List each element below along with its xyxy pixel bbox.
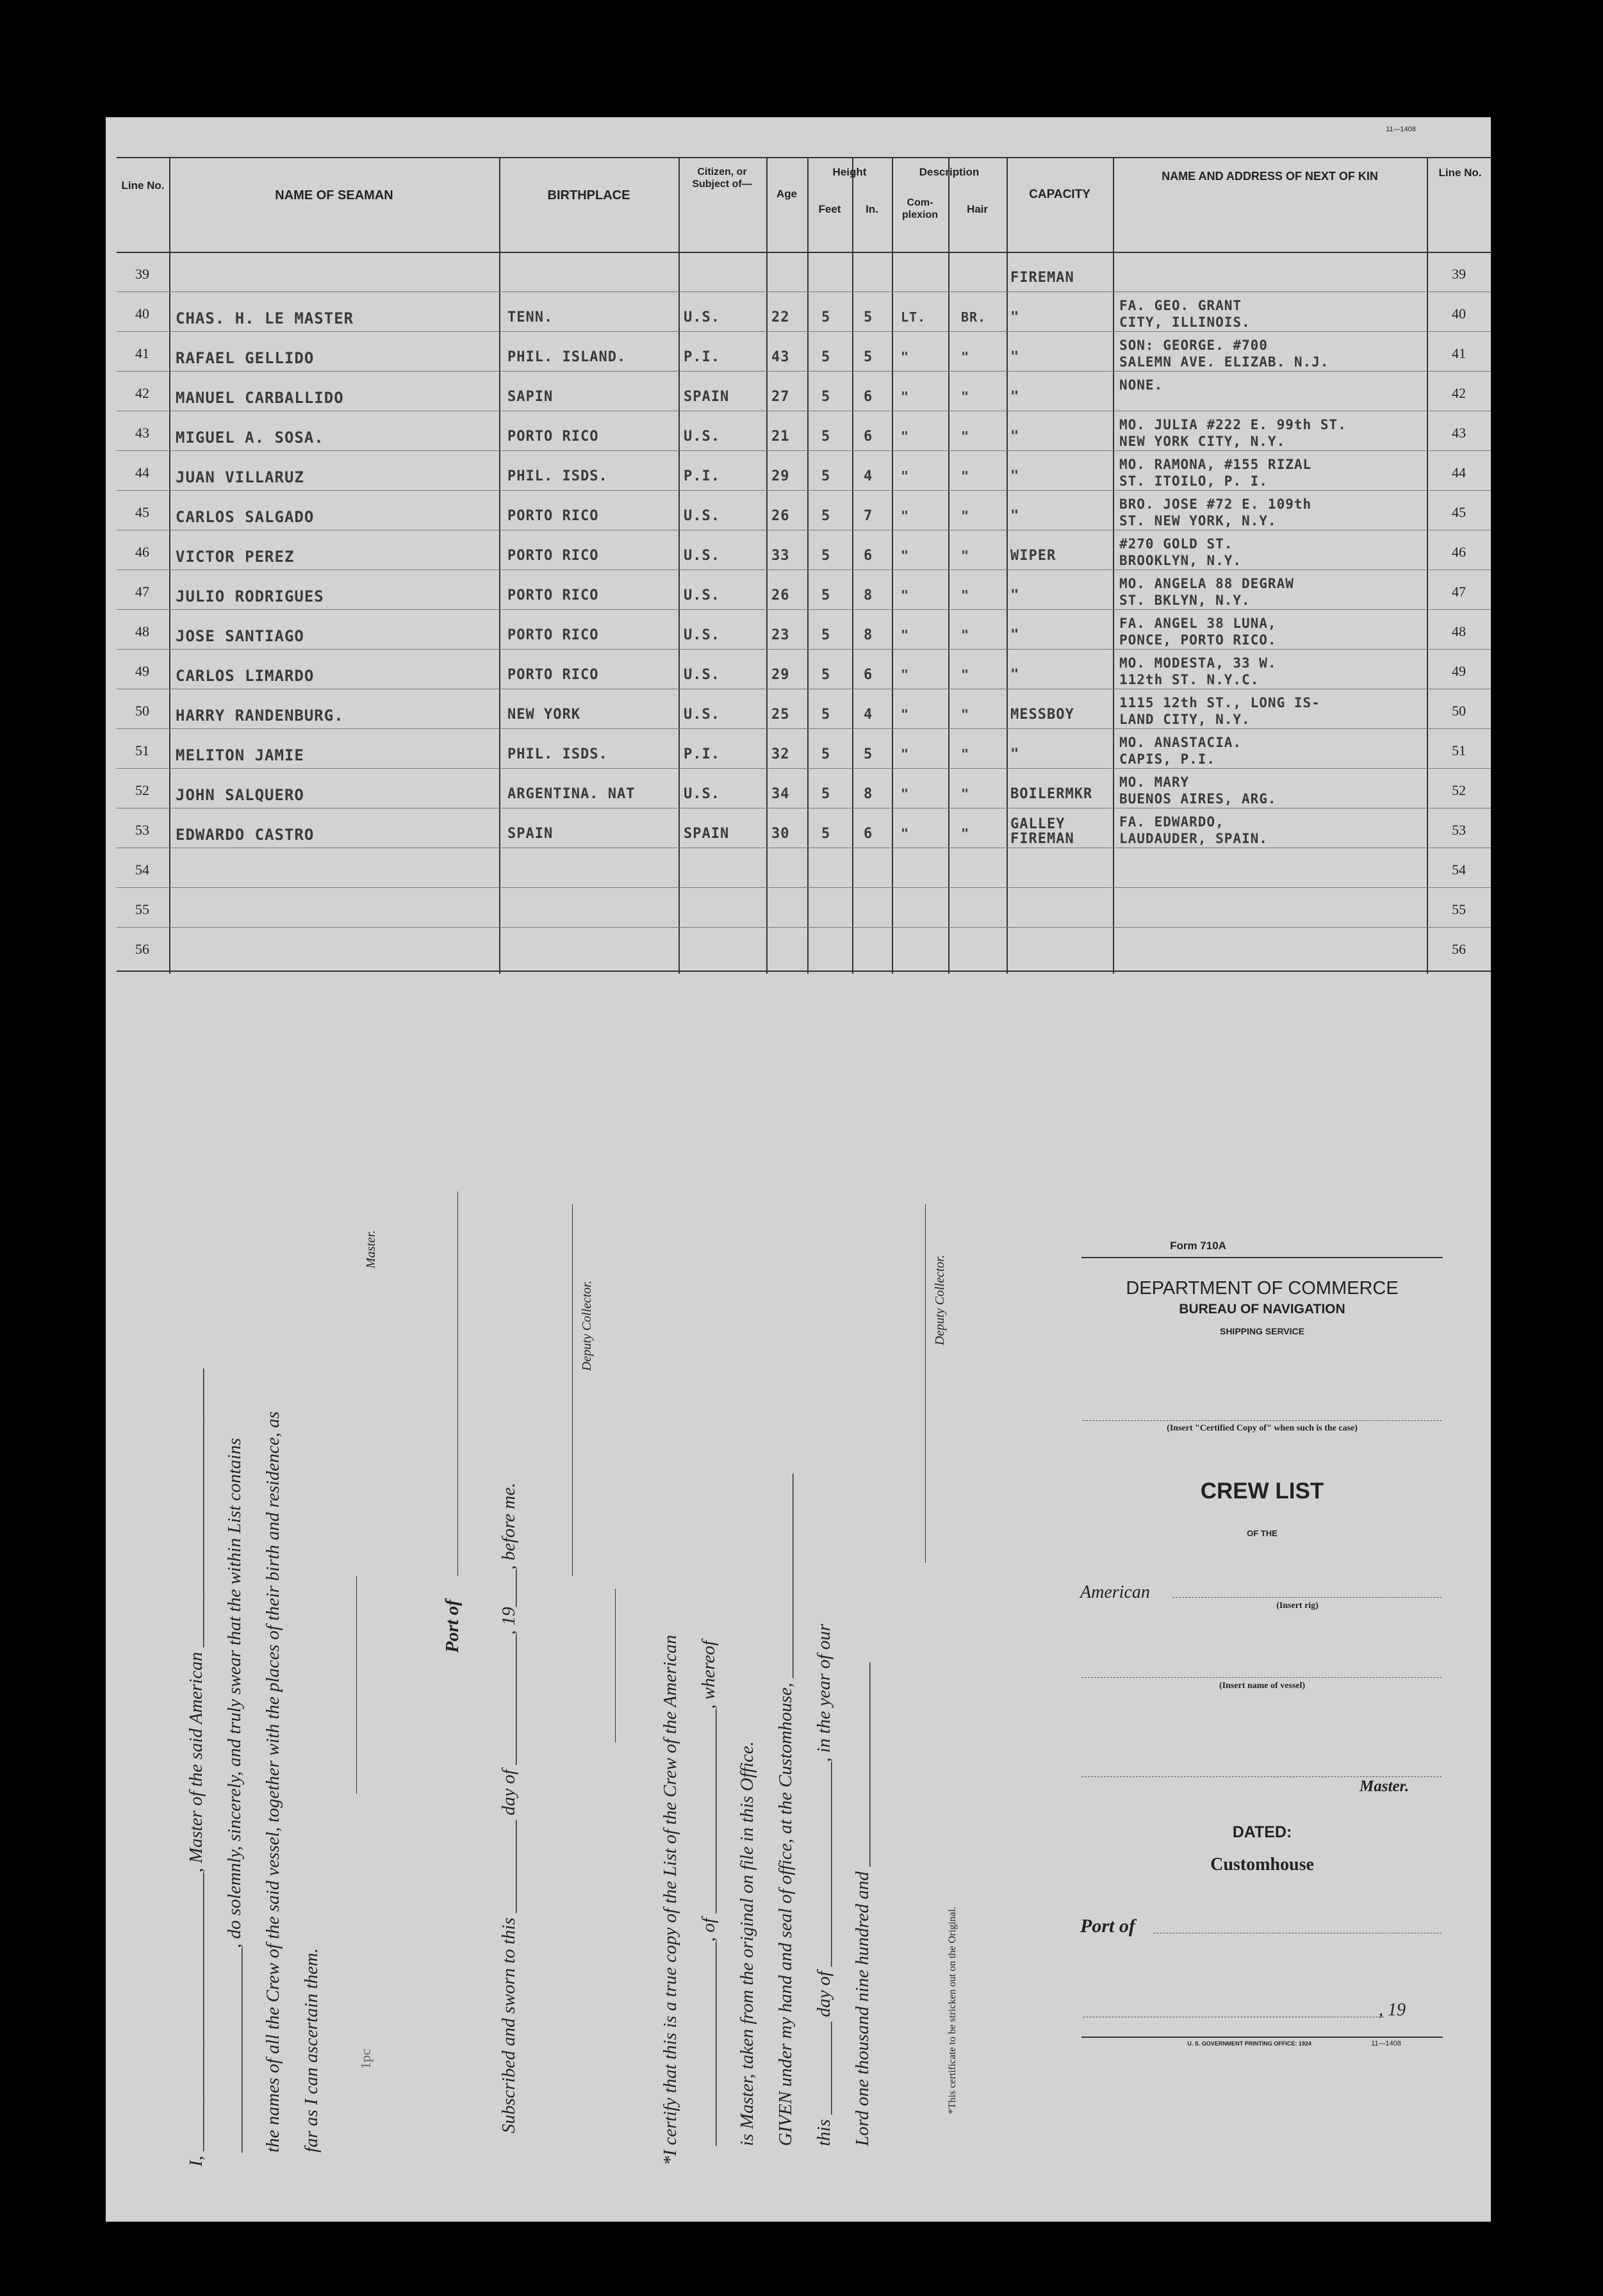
complexion: LT. — [901, 309, 926, 325]
certify-given: GIVEN under my hand and seal of office, at the Customhouse, ______________________ — [775, 1473, 796, 2146]
next-of-kin-line-2: PONCE, PORTO RICO. — [1119, 632, 1277, 648]
birthplace: PORTO RICO — [507, 548, 599, 564]
bureau-title: BUREAU OF NAVIGATION — [1179, 1302, 1345, 1316]
complexion: " — [901, 508, 910, 523]
height-inches: 5 — [864, 746, 873, 762]
header-kin: NAME AND ADDRESS OF NEXT OF KIN — [1162, 170, 1378, 183]
line-number-right: 52 — [1452, 782, 1466, 798]
seaman-name: HARRY RANDENBURG. — [176, 707, 344, 725]
capacity: BOILERMKR — [1010, 786, 1093, 802]
birthplace: PHIL. ISDS. — [507, 468, 608, 484]
header-height: Height — [832, 166, 867, 178]
complexion: " — [901, 826, 910, 841]
insert-certified-note: (Insert "Certified Copy of" when such is the case) — [1167, 1423, 1358, 1433]
height-inches: 5 — [864, 309, 873, 325]
citizen: P.I. — [684, 349, 720, 365]
next-of-kin-line-2: SALEMN AVE. ELIZAB. N.J. — [1119, 354, 1329, 370]
capacity: " — [1010, 389, 1020, 405]
height-feet: 5 — [821, 826, 831, 842]
line-number-right: 46 — [1452, 544, 1466, 560]
line-number: 43 — [135, 425, 149, 441]
line-number-right: 48 — [1452, 623, 1466, 639]
line-number-right: 44 — [1452, 464, 1466, 480]
line-number: 49 — [135, 663, 149, 679]
height-inches: 6 — [864, 429, 873, 445]
citizen: SPAIN — [684, 389, 730, 405]
age: 30 — [771, 826, 790, 842]
height-inches: 8 — [864, 587, 873, 603]
next-of-kin-line-2: BROOKLYN, N.Y. — [1119, 553, 1242, 568]
capacity: " — [1010, 587, 1020, 603]
seaman-name: JUAN VILLARUZ — [176, 468, 304, 486]
capacity: " — [1010, 508, 1020, 524]
height-inches: 6 — [864, 826, 873, 842]
insert-rig-note: (Insert rig) — [1276, 1601, 1319, 1611]
next-of-kin-line-1: 1115 12th ST., LONG IS- — [1119, 695, 1320, 710]
capacity: MESSBOY — [1010, 707, 1074, 723]
line-number: 54 — [135, 862, 149, 878]
gpo-imprint: U. S. GOVERNMENT PRINTING OFFICE: 1924 — [1187, 2040, 1311, 2047]
header-description: Description — [919, 166, 980, 178]
height-feet: 5 — [821, 389, 831, 405]
height-inches: 5 — [864, 349, 873, 365]
oath-line-4: far as I can ascertain them. — [301, 1948, 322, 2152]
hair: " — [961, 389, 970, 404]
citizen: U.S. — [684, 508, 720, 524]
age: 33 — [771, 548, 790, 564]
citizen: U.S. — [684, 309, 720, 325]
next-of-kin-line-1: MO. RAMONA, #155 RIZAL — [1119, 457, 1312, 472]
hair: " — [961, 707, 970, 722]
age: 21 — [771, 429, 790, 445]
age: 29 — [771, 667, 790, 683]
line-number-right: 43 — [1452, 425, 1466, 441]
line-number: 48 — [135, 623, 149, 639]
capacity: WIPER — [1010, 548, 1056, 564]
height-inches: 6 — [864, 667, 873, 683]
next-of-kin-line-2: CAPIS, P.I. — [1119, 751, 1216, 767]
hair: " — [961, 627, 970, 643]
line-number: 46 — [135, 544, 149, 560]
capacity: " — [1010, 667, 1020, 683]
hair: " — [961, 468, 970, 484]
header-hair: Hair — [966, 203, 989, 215]
hair: BR. — [961, 309, 987, 325]
oath-port-of: Port of — [442, 1600, 463, 1653]
line-number: 44 — [135, 464, 149, 480]
crew-table — [117, 157, 1491, 974]
certify-of-whereof: ______________________, of ______________________, whereof — [698, 1640, 719, 2146]
capacity: " — [1010, 349, 1020, 365]
oath-deputy-collector-1: Deputy Collector. — [580, 1280, 594, 1371]
line-number: 56 — [135, 941, 149, 957]
height-inches: 8 — [864, 627, 873, 643]
line-number-right: 54 — [1452, 862, 1466, 878]
birthplace: PORTO RICO — [507, 429, 599, 445]
citizen: U.S. — [684, 707, 720, 723]
next-of-kin-line-2: ST. ITOILO, P. I. — [1119, 473, 1268, 489]
complexion: " — [901, 627, 910, 643]
age: 22 — [771, 309, 790, 325]
birthplace: PORTO RICO — [507, 587, 599, 603]
form-number: Form 710A — [1170, 1240, 1226, 1252]
header-age: Age — [776, 188, 798, 200]
citizen: U.S. — [684, 786, 720, 802]
next-of-kin-line-1: MO. ANASTACIA. — [1119, 735, 1242, 750]
next-of-kin-line-2: LAUDAUDER, SPAIN. — [1119, 831, 1268, 846]
age: 23 — [771, 627, 790, 643]
customhouse-label: Customhouse — [1210, 1855, 1314, 1874]
seaman-name: CARLOS LIMARDO — [176, 667, 315, 685]
line-number: 51 — [135, 742, 149, 758]
next-of-kin-line-1: MO. MARY — [1119, 775, 1190, 790]
height-feet: 5 — [821, 746, 831, 762]
header-line-no: Line No. — [121, 179, 165, 192]
next-of-kin-line-1: FA. EDWARDO, — [1119, 814, 1224, 830]
citizen: U.S. — [684, 548, 720, 564]
header-birthplace: BIRTHPLACE — [547, 188, 630, 202]
capacity: " — [1010, 627, 1020, 643]
birthplace: PHIL. ISDS. — [507, 746, 608, 762]
certify-is-master: is Master, taken from the original on file in this Office. — [737, 1741, 757, 2146]
hair: " — [961, 548, 970, 563]
complexion: " — [901, 429, 910, 444]
line-number-right: 53 — [1452, 822, 1466, 838]
line-number: 41 — [135, 345, 149, 361]
seaman-name: RAFAEL GELLIDO — [176, 349, 315, 367]
header-feet: Feet — [818, 203, 841, 215]
next-of-kin-line-1: NONE. — [1119, 377, 1163, 393]
complexion: " — [901, 468, 910, 484]
line-number-right: 39 — [1452, 266, 1466, 282]
height-feet: 5 — [821, 508, 831, 524]
insert-vessel-note: (Insert name of vessel) — [1219, 1681, 1306, 1691]
citizen: U.S. — [684, 429, 720, 445]
oath-line-3: the names of all the Crew of the said vessel, together with the places of their birth and residence, as — [263, 1411, 283, 2152]
height-feet: 5 — [821, 468, 831, 484]
line-number-right: 55 — [1452, 901, 1466, 917]
crew-list-title: CREW LIST — [1200, 1479, 1324, 1504]
certify-line: *I certify that this is a true copy of the List of the Crew of the American — [660, 1634, 680, 2165]
complexion: " — [901, 667, 910, 682]
complexion: " — [901, 349, 910, 365]
capacity: " — [1010, 746, 1020, 762]
complexion: " — [901, 587, 910, 603]
certify-footnote: *This certificate to be stricken out on the Original. — [947, 1906, 958, 2114]
next-of-kin-line-2: ST. BKLYN, N.Y. — [1119, 593, 1251, 608]
next-of-kin-line-1: FA. ANGEL 38 LUNA, — [1119, 616, 1277, 631]
age: 29 — [771, 468, 790, 484]
line-number-right: 41 — [1452, 345, 1466, 361]
seaman-name: EDWARDO CASTRO — [176, 826, 315, 844]
line-number: 52 — [135, 782, 149, 798]
height-feet: 5 — [821, 548, 831, 564]
next-of-kin-line-1: #270 GOLD ST. — [1119, 536, 1233, 552]
oath-master: Master. — [364, 1230, 378, 1268]
height-feet: 5 — [821, 309, 831, 325]
next-of-kin-line-2: LAND CITY, N.Y. — [1119, 712, 1251, 727]
header-citizen: Citizen, or Subject of— — [692, 167, 752, 190]
hair: " — [961, 349, 970, 365]
header-capacity: CAPACITY — [1029, 188, 1090, 201]
dated-label: DATED: — [1232, 1823, 1292, 1841]
line-number: 53 — [135, 822, 149, 838]
complexion: " — [901, 389, 910, 404]
line-number: 42 — [135, 385, 149, 401]
complexion: " — [901, 746, 910, 762]
master-label: Master. — [1360, 1778, 1410, 1795]
height-feet: 5 — [821, 786, 831, 802]
port-of-label: Port of — [1080, 1915, 1135, 1937]
line-number: 50 — [135, 703, 149, 719]
seaman-name: MANUEL CARBALLIDO — [176, 389, 344, 407]
seaman-name: MELITON JAMIE — [176, 746, 304, 764]
age: 26 — [771, 508, 790, 524]
complexion: " — [901, 707, 910, 722]
height-inches: 8 — [864, 786, 873, 802]
header-name: NAME OF SEAMAN — [275, 188, 393, 202]
height-feet: 5 — [821, 429, 831, 445]
height-feet: 5 — [821, 627, 831, 643]
hair: " — [961, 826, 970, 841]
capacity: GALLEY FIREMAN — [1010, 816, 1074, 848]
header-complexion: Com-plexion — [901, 197, 938, 221]
hair: " — [961, 667, 970, 682]
seaman-name: JOSE SANTIAGO — [176, 627, 304, 645]
line-number-right: 50 — [1452, 703, 1466, 719]
citizen: U.S. — [684, 627, 720, 643]
height-inches: 4 — [864, 707, 873, 723]
age: 25 — [771, 707, 790, 723]
birthplace: TENN. — [507, 309, 554, 325]
line-number-right: 51 — [1452, 742, 1466, 758]
next-of-kin-line-2: BUENOS AIRES, ARG. — [1119, 791, 1277, 807]
seaman-name: CHAS. H. LE MASTER — [176, 309, 354, 327]
year-label: , 19 — [1379, 2000, 1406, 2020]
birthplace: SAPIN — [507, 389, 554, 405]
line-number: 40 — [135, 306, 149, 322]
seaman-name: CARLOS SALGADO — [176, 508, 315, 526]
line-number-right: 56 — [1452, 941, 1466, 957]
next-of-kin-line-2: 112th ST. N.Y.C. — [1119, 672, 1260, 687]
next-of-kin-line-1: MO. ANGELA 88 DEGRAW — [1119, 576, 1294, 591]
age: 32 — [771, 746, 790, 762]
height-inches: 7 — [864, 508, 873, 524]
next-of-kin-line-2: NEW YORK CITY, N.Y. — [1119, 434, 1286, 449]
birthplace: PHIL. ISLAND. — [507, 349, 627, 365]
height-inches: 4 — [864, 468, 873, 484]
pencil-mark: 1pc — [358, 2049, 374, 2069]
header-line-no-right: Line No. — [1438, 167, 1482, 179]
birthplace: NEW YORK — [507, 707, 580, 723]
birthplace: PORTO RICO — [507, 627, 599, 643]
complexion: " — [901, 548, 910, 563]
oath-line-1: I, ______________________________, Master of the said American ______________________________ — [186, 1368, 206, 2167]
age: 34 — [771, 786, 790, 802]
citizen: U.S. — [684, 587, 720, 603]
birthplace: PORTO RICO — [507, 508, 599, 524]
header-in: In. — [866, 203, 878, 215]
next-of-kin-line-1: MO. JULIA #222 E. 99th ST. — [1119, 417, 1347, 432]
line-number: 39 — [135, 266, 149, 282]
line-number-right: 49 — [1452, 663, 1466, 679]
seaman-name: JULIO RODRIGUES — [176, 587, 324, 605]
age: 43 — [771, 349, 790, 365]
certify-lord: Lord one thousand nine hundred and ______________________ — [852, 1662, 873, 2146]
citizen: U.S. — [684, 667, 720, 683]
next-of-kin-line-1: FA. GEO. GRANT — [1119, 298, 1242, 313]
height-feet: 5 — [821, 349, 831, 365]
line-number-right: 45 — [1452, 504, 1466, 520]
cover-form-code: 11—1408 — [1371, 2040, 1401, 2047]
birthplace: PORTO RICO — [507, 667, 599, 683]
height-feet: 5 — [821, 667, 831, 683]
american-label: American — [1080, 1582, 1150, 1602]
birthplace: ARGENTINA. NAT — [507, 786, 636, 802]
seaman-name: VICTOR PEREZ — [176, 548, 295, 566]
seaman-name: MIGUEL A. SOSA. — [176, 429, 324, 447]
of-the: OF THE — [1247, 1529, 1278, 1538]
seaman-name: JOHN SALQUERO — [176, 786, 304, 804]
oath-subscribed: Subscribed and sworn to this __________ day of ______________, 19____, before me. — [498, 1482, 519, 2133]
line-number: 47 — [135, 584, 149, 600]
height-feet: 5 — [821, 707, 831, 723]
citizen: SPAIN — [684, 826, 730, 842]
form-code-top: 11—1408 — [1386, 126, 1416, 133]
next-of-kin-line-1: MO. MODESTA, 33 W. — [1119, 655, 1277, 671]
birthplace: SPAIN — [507, 826, 554, 842]
department-title: DEPARTMENT OF COMMERCE — [1126, 1278, 1399, 1299]
age: 27 — [771, 389, 790, 405]
hair: " — [961, 587, 970, 603]
line-number: 55 — [135, 901, 149, 917]
citizen: P.I. — [684, 468, 720, 484]
line-number: 45 — [135, 504, 149, 520]
next-of-kin-line-1: BRO. JOSE #72 E. 109th — [1119, 496, 1312, 512]
oath-line-2: ______________________, do solemnly, sincerely, and truly swear that the within List contains — [224, 1438, 245, 2152]
complexion: " — [901, 786, 910, 801]
height-inches: 6 — [864, 389, 873, 405]
capacity: " — [1010, 429, 1020, 445]
line-number-right: 40 — [1452, 306, 1466, 322]
capacity: " — [1010, 468, 1020, 484]
capacity: FIREMAN — [1010, 270, 1074, 286]
certify-deputy-collector-2: Deputy Collector. — [933, 1254, 947, 1345]
next-of-kin-line-2: ST. NEW YORK, N.Y. — [1119, 513, 1277, 529]
hair: " — [961, 746, 970, 762]
next-of-kin-line-2: CITY, ILLINOIS. — [1119, 315, 1251, 330]
next-of-kin-line-1: SON: GEORGE. #700 — [1119, 338, 1268, 353]
hair: " — [961, 786, 970, 801]
citizen: P.I. — [684, 746, 720, 762]
hair: " — [961, 508, 970, 523]
service-title: SHIPPING SERVICE — [1219, 1326, 1304, 1336]
height-feet: 5 — [821, 587, 831, 603]
line-number-right: 47 — [1452, 584, 1466, 600]
certify-this-day: this __________ day of ______________________, in the year of our — [814, 1623, 834, 2146]
capacity: " — [1010, 309, 1020, 325]
height-inches: 6 — [864, 548, 873, 564]
line-number-right: 42 — [1452, 385, 1466, 401]
hair: " — [961, 429, 970, 444]
age: 26 — [771, 587, 790, 603]
